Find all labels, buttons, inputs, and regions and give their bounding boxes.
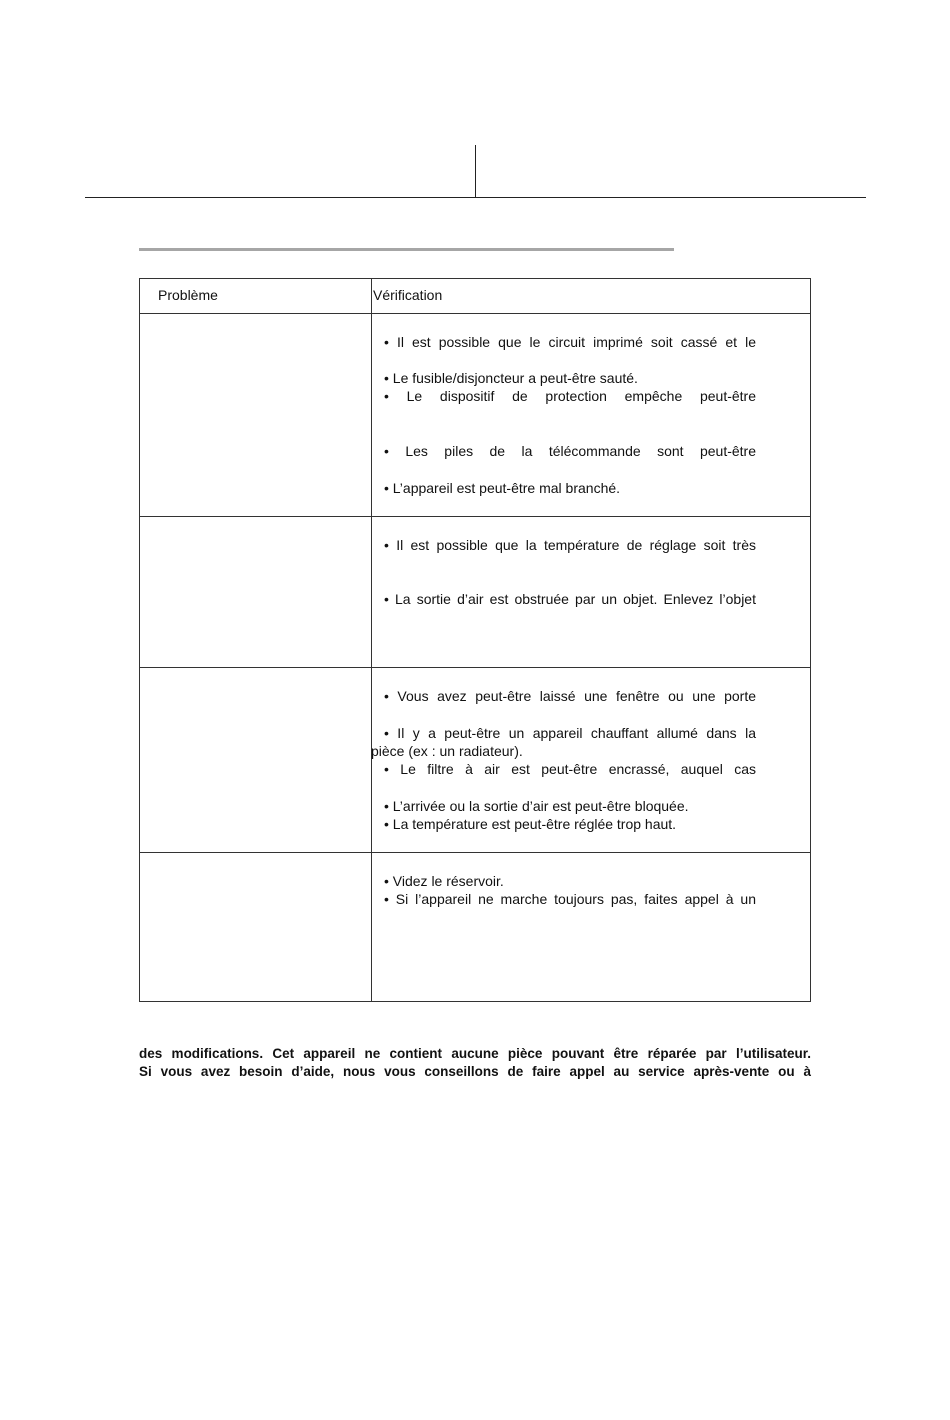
footnote-line: Si vous avez besoin d’aide, nous vous conseillons de faire appel au service après-vente ou à xyxy=(139,1064,811,1079)
header-check: Vérification xyxy=(373,287,443,303)
check-line: • Il est possible que le circuit imprimé soit cassé et le xyxy=(384,334,756,350)
column-divider xyxy=(371,279,372,1001)
row-divider xyxy=(140,516,810,517)
check-line: • Le fusible/disjoncteur a peut-être sauté. xyxy=(384,370,638,386)
row-divider xyxy=(140,852,810,853)
check-line: • La température est peut-être réglée trop haut. xyxy=(384,816,677,832)
check-line: • Videz le réservoir. xyxy=(384,873,504,889)
row-divider xyxy=(140,313,810,314)
check-line: pièce (ex : un radiateur). xyxy=(371,743,523,759)
check-line: • Les piles de la télécommande sont peut-être xyxy=(384,443,756,459)
check-line: • L’appareil est peut-être mal branché. xyxy=(384,480,621,496)
footnote-line: des modifications. Cet appareil ne contient aucune pièce pouvant être réparée par l’utilisateur. xyxy=(139,1046,811,1061)
header-problem: Problème xyxy=(158,287,218,303)
check-line: • Le dispositif de protection empêche peut-être xyxy=(384,388,756,404)
check-line: • La sortie d’air est obstruée par un objet. Enlevez l’objet xyxy=(384,591,756,607)
check-line: • Si l’appareil ne marche toujours pas, faites appel à un xyxy=(384,891,756,907)
section-title-underline xyxy=(139,248,674,251)
check-line: • L’arrivée ou la sortie d’air est peut-être bloquée. xyxy=(384,798,689,814)
check-line: • Le filtre à air est peut-être encrassé, auquel cas xyxy=(384,761,756,777)
header-rule xyxy=(85,197,866,198)
troubleshooting-table xyxy=(139,278,811,1002)
header-divider-vertical xyxy=(475,145,476,198)
check-line: • Il est possible que la température de réglage soit très xyxy=(384,537,756,553)
check-line: • Vous avez peut-être laissé une fenêtre ou une porte xyxy=(384,688,756,704)
row-divider xyxy=(140,667,810,668)
check-line: • Il y a peut-être un appareil chauffant allumé dans la xyxy=(384,725,756,741)
